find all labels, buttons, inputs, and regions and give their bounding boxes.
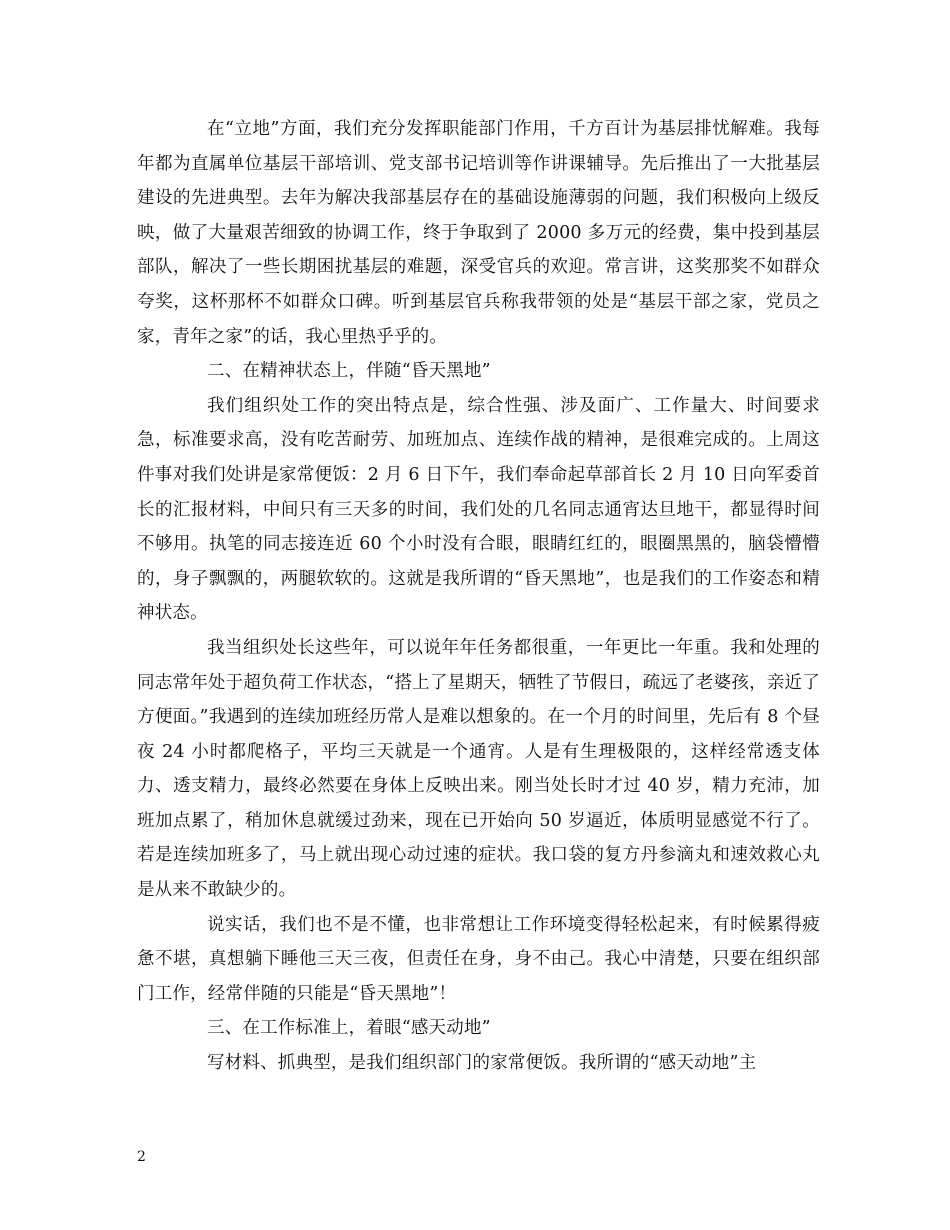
document-body xyxy=(137,112,820,1081)
paragraph-work-characteristics: 我们组织处工作的突出特点是，综合性强、涉及面广、工作量大、时间要求急，标准要求高，没有吃苦耐劳、加班加点、连续作战的精神，是很难完成的。上周这件事对我们处讲是家常便饭：2 月 6 日下午，我们奉命起草部首长 2 月 10 日向军委首长的汇报材料，中间只有三天多的时间，我们处的几名同志通宵达旦地干，都显得时间不够用。执笔的同志接连近 60 个小时没有合眼，眼睛红红的，眼圈黑黑的，脑袋懵懵的，身子飘飘的，两腿软软的。这就是我所谓的“昏天黑地”，也是我们的工作姿态和精神状态。 xyxy=(137,395,820,624)
page-number: 2 xyxy=(137,1149,146,1165)
paragraph-writing-materials: 写材料、抓典型，是我们组织部门的家常便饭。我所谓的“感天动地”主 xyxy=(207,1053,757,1074)
section-heading-spirit: 二、在精神状态上，伴随“昏天黑地” xyxy=(207,361,491,382)
paragraph-workload: 我当组织处长这些年，可以说年年任务都很重，一年更比一年重。我和处理的同志常年处于超负荷工作状态，“搭上了星期天，牺牲了节假日，疏远了老婆孩，亲近了方便面。”我遇到的连续加班经历常人是难以想象的。在一个月的时间里，先后有 8 个昼夜 24 小时都爬格子，平均三天就是一个通宵。人是有生理极限的，这样经常透支体力、透支精力，最终必然要在身体上反映出来。刚当处长时才过 40 岁，精力充沛，加班加点累了，稍加休息就缓过劲来，现在已开始向 50 岁逼近，体质明显感觉不行了。若是连续加班多了，马上就出现心动过速的症状。我口袋的复方丹参滴丸和速效救心丸是从来不敢缺少的。 xyxy=(137,637,820,901)
paragraph-responsibility: 说实话，我们也不是不懂，也非常想让工作环境变得轻松起来，有时候累得疲惫不堪，真想躺下睡他三天三夜，但责任在身，身不由己。我心中清楚，只要在组织部门工作，经常伴随的只能是“昏天黑地”！ xyxy=(137,914,820,1004)
section-heading-standards: 三、在工作标准上，着眼“感天动地” xyxy=(207,1018,491,1039)
paragraph-grassroots-support: 在“立地”方面，我们充分发挥职能部门作用，千方百计为基层排忧解难。我每年都为直属单位基层干部培训、党支部书记培训等作讲课辅导。先后推出了一大批基层建设的先进典型。去年为解决我部基层存在的基础设施薄弱的问题，我们积极向上级反映，做了大量艰苦细致的协调工作，终于争取到了 2000 多万元的经费，集中投到基层部队，解决了一些长期困扰基层的难题，深受官兵的欢迎。常言讲，这奖那奖不如群众夸奖，这杯那杯不如群众口碑。听到基层官兵称我带领的处是“基层干部之家，党员之家，青年之家”的话，我心里热乎乎的。 xyxy=(137,119,820,347)
